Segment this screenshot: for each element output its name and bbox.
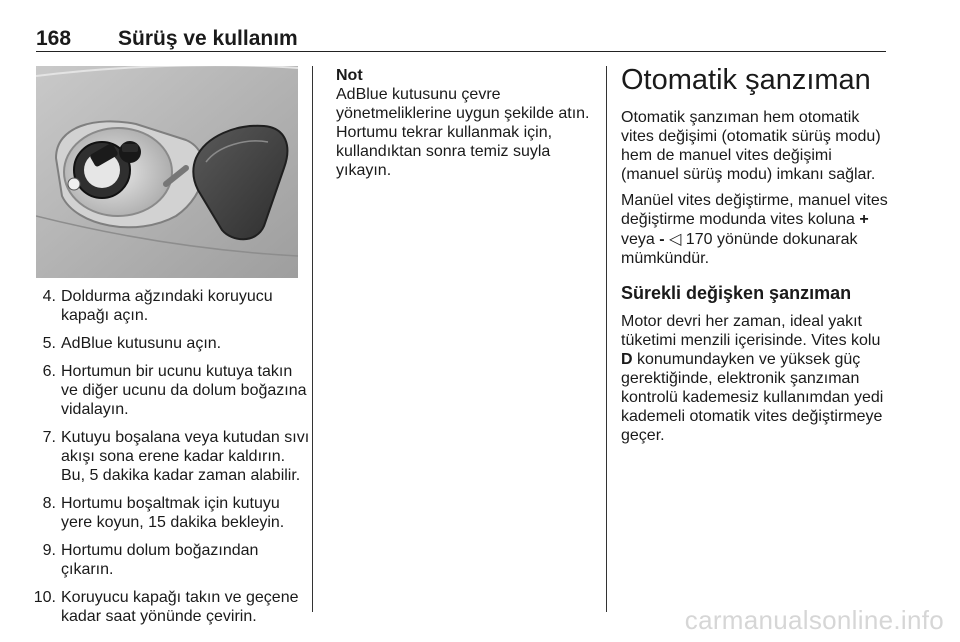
list-item bbox=[0, 541, 310, 579]
fuel-filler-photo bbox=[36, 66, 298, 278]
step-number: 6. bbox=[42, 363, 56, 380]
column-divider bbox=[312, 66, 313, 612]
list-item bbox=[0, 287, 310, 325]
list-item bbox=[0, 588, 310, 626]
watermark: carmanualsonline.info bbox=[684, 605, 944, 635]
step-text: Koruyucu kapağı takın ve geçene kadar saat yönünde çevirin. bbox=[61, 589, 299, 625]
step-text: Kutuyu boşalana veya kutudan sıvı akışı sona erene kadar kaldırın. Bu, 5 dakika kadar zaman alabilir. bbox=[61, 429, 310, 484]
plus-symbol: + bbox=[859, 211, 869, 228]
fill-steps-list bbox=[0, 287, 310, 635]
list-item bbox=[0, 334, 310, 353]
header-rule bbox=[36, 51, 886, 52]
subsection-heading: Sürekli değişken şanzıman bbox=[621, 283, 852, 303]
step-number: 5. bbox=[42, 335, 56, 352]
paragraph bbox=[621, 312, 891, 445]
step-number: 9. bbox=[42, 542, 56, 559]
paragraph bbox=[621, 191, 891, 268]
paragraph-text: Motor devri her zaman, ideal yakıt tüketimi menzili içerisinde. Vites kolu bbox=[621, 313, 881, 349]
note-text: AdBlue kutusunu çevre yönetmeliklerine uygun şekilde atın. Hortumu tekrar kullanmak için, kullandıktan sonra temiz suyla yıkayın. bbox=[336, 86, 590, 179]
list-item bbox=[0, 428, 310, 485]
paragraph-text: Manüel vites değiştirme, manuel vites değiştirme modunda vites koluna bbox=[621, 192, 888, 228]
minus-symbol: - bbox=[659, 231, 665, 248]
fuel-filler-illustration bbox=[36, 66, 298, 278]
step-text: Hortumun bir ucunu kutuya takın ve diğer ucunu da dolum boğazına vidalayın. bbox=[61, 363, 307, 418]
paragraph-text: konumundayken ve yüksek güç gerektiğinde, elektronik şanzıman kontrolü kademesiz kullanımdan yedi kademeli otomatik vites değiştirmeye geçer. bbox=[621, 351, 884, 444]
step-text: Hortumu dolum boğazından çıkarın. bbox=[61, 542, 259, 578]
step-text: Doldurma ağzındaki koruyucu kapağı açın. bbox=[61, 288, 273, 324]
paragraph-text: yönünde dokunarak mümkündür. bbox=[621, 231, 858, 267]
paragraph: Otomatik şanzıman hem otomatik vites değişimi (otomatik sürüş modu) hem de manuel vites değişimi (manuel sürüş modu) imkanı sağlar. bbox=[621, 109, 881, 183]
step-number: 8. bbox=[42, 495, 56, 512]
page-reference[interactable]: 170 bbox=[685, 231, 713, 248]
step-number: 10. bbox=[33, 589, 56, 606]
page-number: 168 bbox=[36, 27, 72, 50]
list-item bbox=[0, 362, 310, 419]
step-number: 4. bbox=[42, 288, 56, 305]
chapter-title: Sürüş ve kullanım bbox=[118, 27, 298, 50]
page-reference-icon: ◁ bbox=[669, 229, 682, 248]
note-box bbox=[336, 66, 602, 180]
step-number: 7. bbox=[42, 429, 56, 446]
section-heading: Otomatik şanzıman bbox=[621, 64, 871, 96]
step-text: AdBlue kutusunu açın. bbox=[61, 335, 222, 352]
automatic-transmission-section bbox=[621, 62, 891, 452]
paragraph-text: veya bbox=[621, 231, 660, 248]
gear-position: D bbox=[621, 351, 633, 368]
list-item bbox=[0, 494, 310, 532]
column-divider bbox=[606, 66, 607, 612]
page-header bbox=[36, 27, 886, 53]
step-text: Hortumu boşaltmak için kutuyu yere koyun, 15 dakika bekleyin. bbox=[61, 495, 285, 531]
note-title: Not bbox=[336, 67, 363, 84]
